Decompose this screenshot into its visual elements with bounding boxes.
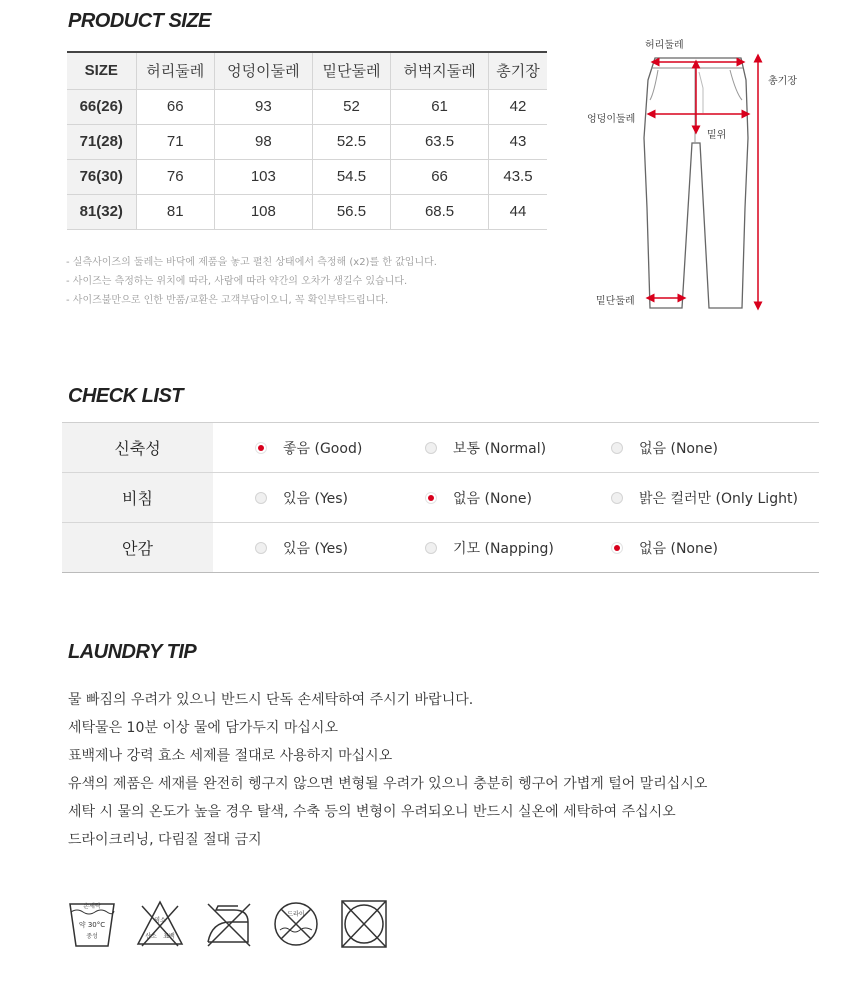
check-option[interactable] [255, 473, 425, 522]
measure-cell: 71 [136, 124, 214, 159]
note-line: - 실측사이즈의 둘레는 바닥에 제품을 놓고 펼친 상태에서 측정해 (x2)를 한 값입니다. [66, 257, 437, 268]
measure-cell: 43 [488, 124, 547, 159]
check-list-table [62, 422, 819, 573]
measure-cell: 42 [488, 89, 547, 124]
radio-selected-icon[interactable] [611, 542, 623, 554]
size-table-header: 허벅지둘레 [391, 52, 489, 89]
no-iron-icon [204, 896, 252, 952]
measure-cell: 66 [391, 159, 489, 194]
check-row-lining [62, 523, 819, 573]
radio-selected-icon[interactable] [255, 442, 267, 454]
measure-cell: 52 [312, 89, 390, 124]
radio-icon[interactable] [255, 492, 267, 504]
measure-cell: 61 [391, 89, 489, 124]
size-cell: 66(26) [67, 89, 136, 124]
radio-selected-icon[interactable] [425, 492, 437, 504]
length-label: 총기장 [768, 76, 797, 87]
hand-wash-top: 손세탁 [83, 903, 101, 910]
waist-label: 허리둘레 [645, 40, 684, 51]
care-icons [68, 896, 388, 952]
check-option[interactable] [611, 523, 718, 572]
size-notes [66, 253, 437, 310]
size-table-header: 밑단둘레 [312, 52, 390, 89]
check-row-label: 안감 [62, 523, 213, 572]
laundry-line: 표백제나 강력 효소 세제를 절대로 사용하지 마십시오 [68, 748, 393, 764]
pants-measurement-diagram [580, 28, 820, 318]
check-option[interactable] [425, 473, 611, 522]
size-cell: 81(32) [67, 194, 136, 229]
size-table-header-row [67, 52, 547, 89]
check-option[interactable] [425, 423, 611, 472]
table-row [67, 124, 547, 159]
no-bleach-right: 표백 [163, 933, 175, 940]
measure-cell: 98 [214, 124, 312, 159]
check-option[interactable] [611, 473, 798, 522]
radio-icon[interactable] [425, 542, 437, 554]
laundry-line: 드라이크리닝, 다림질 절대 금지 [68, 832, 262, 848]
size-table-header: 총기장 [488, 52, 547, 89]
size-table [67, 51, 547, 230]
check-option-label: 있음 (Yes) [283, 490, 349, 507]
check-option[interactable] [255, 423, 425, 472]
laundry-line: 세탁물은 10분 이상 물에 담가두지 마십시오 [68, 720, 338, 736]
hand-wash-bottom: 중성 [86, 933, 98, 940]
hem-label: 밑단둘레 [596, 296, 635, 307]
size-table-header: SIZE [67, 52, 136, 89]
hip-label: 엉덩이둘레 [587, 114, 636, 125]
check-row-label: 신축성 [62, 423, 213, 472]
check-option[interactable] [425, 523, 611, 572]
check-option-label: 보통 (Normal) [453, 440, 547, 457]
check-option-label: 없음 (None) [453, 490, 532, 507]
check-row-elasticity [62, 423, 819, 473]
check-list-title: CHECK LIST [68, 385, 183, 407]
radio-icon[interactable] [425, 442, 437, 454]
measure-cell: 54.5 [312, 159, 390, 194]
size-table-header: 허리둘레 [136, 52, 214, 89]
table-row [67, 194, 547, 229]
no-bleach-icon [136, 896, 184, 952]
radio-icon[interactable] [611, 492, 623, 504]
table-row [67, 159, 547, 194]
measure-cell: 44 [488, 194, 547, 229]
measure-cell: 93 [214, 89, 312, 124]
check-option[interactable] [255, 523, 425, 572]
laundry-line: 세탁 시 물의 온도가 높을 경우 탈색, 수축 등의 변형이 우려되오니 반드시 실온에 세탁하여 주십시오 [68, 804, 676, 820]
size-cell: 71(28) [67, 124, 136, 159]
measure-cell: 76 [136, 159, 214, 194]
radio-icon[interactable] [255, 542, 267, 554]
measure-cell: 56.5 [312, 194, 390, 229]
rise-label: 밑위 [707, 130, 727, 141]
measure-cell: 108 [214, 194, 312, 229]
laundry-line: 물 빠짐의 우려가 있으니 반드시 단독 손세탁하여 주시기 바랍니다. [68, 692, 474, 708]
no-bleach-top: 염소 [154, 917, 166, 924]
no-dry-clean-label: 드라이 [287, 911, 305, 918]
size-table-header: 엉덩이둘레 [214, 52, 312, 89]
check-option-label: 기모 (Napping) [453, 540, 554, 557]
laundry-line: 유색의 제품은 세재를 완전히 헹구지 않으면 변형될 우려가 있으니 충분히 헹구어 가볍게 털어 말리십시오 [68, 776, 708, 792]
check-option-label: 좋음 (Good) [283, 440, 363, 457]
measure-cell: 66 [136, 89, 214, 124]
measure-cell: 103 [214, 159, 312, 194]
table-row [67, 89, 547, 124]
check-row-label: 비침 [62, 473, 213, 522]
no-tumble-dry-icon [340, 896, 388, 952]
radio-icon[interactable] [611, 442, 623, 454]
check-option-label: 있음 (Yes) [283, 540, 349, 557]
measure-cell: 52.5 [312, 124, 390, 159]
check-option-label: 없음 (None) [639, 540, 718, 557]
hand-wash-icon [68, 896, 116, 952]
check-option-label: 밝은 컬러만 (Only Light) [639, 490, 798, 507]
measure-cell: 43.5 [488, 159, 547, 194]
product-size-title: PRODUCT SIZE [68, 10, 211, 32]
note-line: - 사이즈는 측정하는 위치에 따라, 사람에 따라 약간의 오차가 생길수 있습니다. [66, 276, 408, 287]
measure-cell: 81 [136, 194, 214, 229]
check-option-label: 없음 (None) [639, 440, 718, 457]
measure-cell: 68.5 [391, 194, 489, 229]
no-dry-clean-icon [272, 896, 320, 952]
hand-wash-temp: 약 30°C [78, 921, 106, 929]
measure-cell: 63.5 [391, 124, 489, 159]
check-option[interactable] [611, 423, 718, 472]
no-bleach-left: 산소 [145, 933, 157, 940]
check-row-transparency [62, 473, 819, 523]
note-line: - 사이즈불만으로 인한 반품/교환은 고객부담이오니, 꼭 확인부탁드립니다. [66, 295, 389, 306]
laundry-tip-title: LAUNDRY TIP [68, 641, 197, 663]
laundry-tips [68, 686, 707, 854]
size-cell: 76(30) [67, 159, 136, 194]
